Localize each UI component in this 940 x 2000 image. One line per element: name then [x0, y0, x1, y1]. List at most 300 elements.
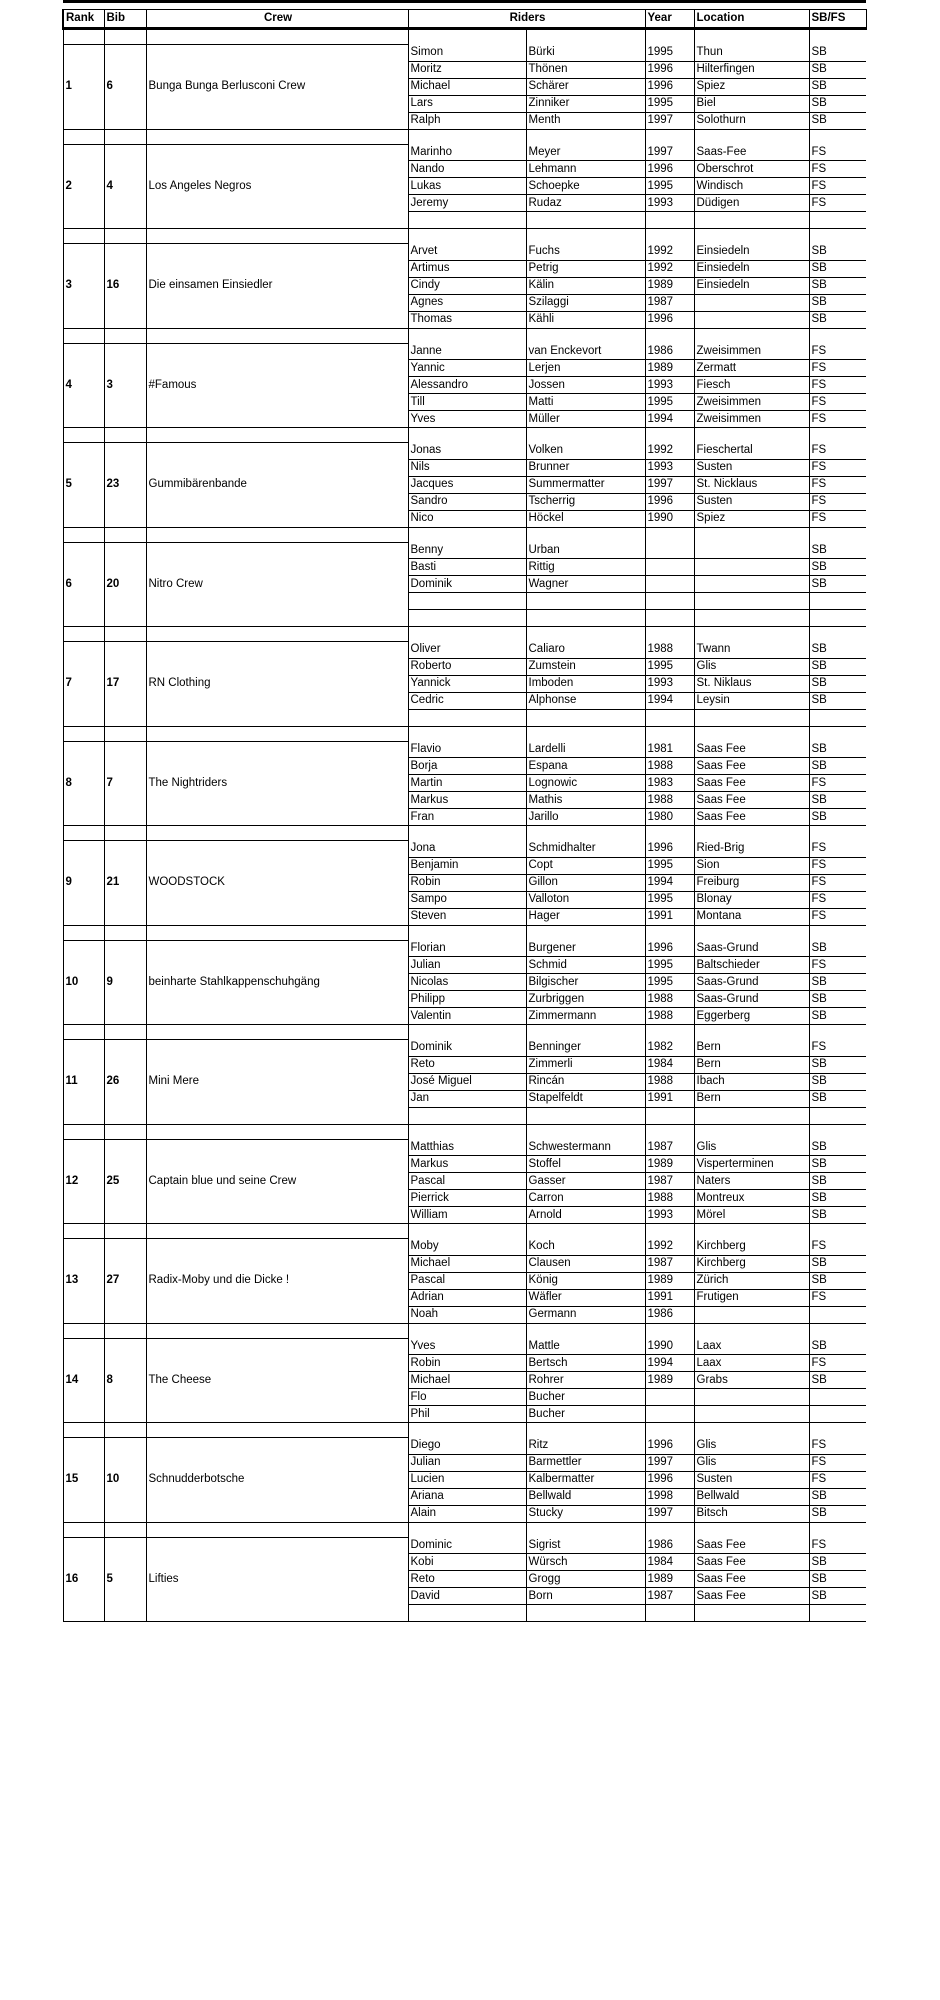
rider-location[interactable]: Susten	[694, 493, 809, 510]
rider-first[interactable]: Nicolas	[408, 974, 526, 991]
rider-first[interactable]: Yannick	[408, 675, 526, 692]
rider-location[interactable]: Susten	[694, 1471, 809, 1488]
rider-location[interactable]	[694, 1306, 809, 1323]
rider-last[interactable]: Lerjen	[526, 360, 645, 377]
rider-location[interactable]: Freiburg	[694, 874, 809, 891]
rider-type[interactable]: SB	[809, 45, 866, 62]
rider-location[interactable]	[694, 593, 809, 610]
rider-last[interactable]: Zinniker	[526, 95, 645, 112]
rider-last[interactable]: Stapelfeldt	[526, 1090, 645, 1107]
rider-type[interactable]: FS	[809, 891, 866, 908]
rider-type[interactable]: SB	[809, 1190, 866, 1207]
rider-last[interactable]: Copt	[526, 857, 645, 874]
rider-last[interactable]: Zimmerli	[526, 1056, 645, 1073]
rider-last[interactable]: Lognowic	[526, 775, 645, 792]
rider-last[interactable]: Rincán	[526, 1073, 645, 1090]
rider-year[interactable]: 1995	[645, 45, 694, 62]
rider-location[interactable]	[694, 212, 809, 229]
rider-type[interactable]: FS	[809, 1239, 866, 1256]
rider-first[interactable]: Pascal	[408, 1272, 526, 1289]
rider-location[interactable]	[694, 610, 809, 627]
rider-year[interactable]: 1994	[645, 1355, 694, 1372]
rider-year[interactable]: 1986	[645, 343, 694, 360]
rider-first[interactable]: Flavio	[408, 741, 526, 758]
rider-last[interactable]: Grogg	[526, 1571, 645, 1588]
rider-last[interactable]: Hager	[526, 908, 645, 925]
rider-year[interactable]: 1995	[645, 95, 694, 112]
rider-type[interactable]: SB	[809, 758, 866, 775]
rider-type[interactable]: SB	[809, 658, 866, 675]
rider-year[interactable]: 1993	[645, 1207, 694, 1224]
rider-location[interactable]: Leysin	[694, 692, 809, 709]
rider-location[interactable]: Oberschrot	[694, 161, 809, 178]
rider-year[interactable]: 1988	[645, 642, 694, 659]
rider-year[interactable]	[645, 212, 694, 229]
rider-year[interactable]	[645, 576, 694, 593]
rider-last[interactable]: Müller	[526, 411, 645, 428]
header-type[interactable]: SB/FS	[809, 10, 866, 29]
rider-first[interactable]	[408, 1107, 526, 1124]
rider-type[interactable]	[809, 1306, 866, 1323]
rider-first[interactable]: David	[408, 1588, 526, 1605]
rider-type[interactable]: FS	[809, 476, 866, 493]
rider-year[interactable]: 1991	[645, 908, 694, 925]
crew-rank[interactable]: 15	[63, 1438, 104, 1523]
rider-first[interactable]: Roberto	[408, 658, 526, 675]
rider-last[interactable]: Bellwald	[526, 1488, 645, 1505]
rider-year[interactable]: 1997	[645, 1454, 694, 1471]
crew-bib[interactable]: 5	[104, 1537, 146, 1622]
rider-type[interactable]: FS	[809, 394, 866, 411]
rider-type[interactable]: FS	[809, 443, 866, 460]
rider-location[interactable]: Bern	[694, 1040, 809, 1057]
crew-rank[interactable]: 8	[63, 741, 104, 826]
rider-first[interactable]: Moritz	[408, 61, 526, 78]
header-crew[interactable]: Crew	[146, 10, 408, 29]
rider-type[interactable]: SB	[809, 1073, 866, 1090]
rider-type[interactable]: SB	[809, 112, 866, 129]
rider-type[interactable]: FS	[809, 377, 866, 394]
rider-year[interactable]: 1997	[645, 112, 694, 129]
rider-type[interactable]: SB	[809, 277, 866, 294]
rider-type[interactable]: SB	[809, 1372, 866, 1389]
rider-first[interactable]: Yves	[408, 1338, 526, 1355]
rider-year[interactable]: 1993	[645, 675, 694, 692]
rider-location[interactable]: Montana	[694, 908, 809, 925]
rider-type[interactable]: SB	[809, 741, 866, 758]
rider-last[interactable]: Germann	[526, 1306, 645, 1323]
rider-location[interactable]: Düdigen	[694, 195, 809, 212]
rider-first[interactable]: Matthias	[408, 1139, 526, 1156]
rider-location[interactable]: Montreux	[694, 1190, 809, 1207]
rider-last[interactable]: Caliaro	[526, 642, 645, 659]
rider-first[interactable]: Michael	[408, 78, 526, 95]
rider-year[interactable]: 1992	[645, 260, 694, 277]
rider-first[interactable]: Borja	[408, 758, 526, 775]
rider-last[interactable]: Gasser	[526, 1173, 645, 1190]
header-bib[interactable]: Bib	[104, 10, 146, 29]
rider-year[interactable]: 1989	[645, 1156, 694, 1173]
rider-year[interactable]: 1987	[645, 1588, 694, 1605]
rider-type[interactable]: SB	[809, 692, 866, 709]
rider-last[interactable]: Bilgischer	[526, 974, 645, 991]
rider-type[interactable]: FS	[809, 1537, 866, 1554]
rider-year[interactable]: 1988	[645, 991, 694, 1008]
rider-location[interactable]	[694, 311, 809, 328]
rider-last[interactable]: Schärer	[526, 78, 645, 95]
rider-first[interactable]: Ariana	[408, 1488, 526, 1505]
rider-year[interactable]: 1991	[645, 1289, 694, 1306]
rider-year[interactable]	[645, 542, 694, 559]
rider-location[interactable]	[694, 559, 809, 576]
crew-rank[interactable]: 6	[63, 542, 104, 627]
rider-first[interactable]: Reto	[408, 1056, 526, 1073]
rider-last[interactable]: Ritz	[526, 1438, 645, 1455]
crew-bib[interactable]: 7	[104, 741, 146, 826]
rider-location[interactable]: Bitsch	[694, 1505, 809, 1522]
crew-rank[interactable]: 7	[63, 642, 104, 727]
rider-location[interactable]: Saas Fee	[694, 1571, 809, 1588]
rider-last[interactable]	[526, 610, 645, 627]
rider-year[interactable]: 1993	[645, 459, 694, 476]
rider-last[interactable]	[526, 212, 645, 229]
rider-last[interactable]: Würsch	[526, 1554, 645, 1571]
rider-type[interactable]: FS	[809, 343, 866, 360]
rider-location[interactable]: Saas Fee	[694, 809, 809, 826]
rider-type[interactable]: SB	[809, 1173, 866, 1190]
rider-year[interactable]: 1986	[645, 1537, 694, 1554]
rider-year[interactable]: 1995	[645, 394, 694, 411]
rider-type[interactable]: SB	[809, 1139, 866, 1156]
rider-location[interactable]: Biel	[694, 95, 809, 112]
rider-first[interactable]: Basti	[408, 559, 526, 576]
crew-name[interactable]: Die einsamen Einsiedler	[146, 244, 408, 329]
crew-bib[interactable]: 20	[104, 542, 146, 627]
rider-location[interactable]: Ried-Brig	[694, 841, 809, 858]
rider-location[interactable]: Saas Fee	[694, 1588, 809, 1605]
rider-year[interactable]	[645, 1107, 694, 1124]
rider-type[interactable]: SB	[809, 940, 866, 957]
rider-type[interactable]: SB	[809, 576, 866, 593]
rider-year[interactable]	[645, 709, 694, 726]
rider-type[interactable]: FS	[809, 1355, 866, 1372]
rider-year[interactable]: 1996	[645, 493, 694, 510]
crew-bib[interactable]: 25	[104, 1139, 146, 1224]
rider-last[interactable]: Valloton	[526, 891, 645, 908]
rider-type[interactable]: FS	[809, 841, 866, 858]
rider-first[interactable]: Alain	[408, 1505, 526, 1522]
rider-last[interactable]: Sigrist	[526, 1537, 645, 1554]
crew-rank[interactable]: 12	[63, 1139, 104, 1224]
rider-year[interactable]: 1996	[645, 1438, 694, 1455]
rider-location[interactable]: Eggerberg	[694, 1008, 809, 1025]
rider-last[interactable]	[526, 709, 645, 726]
rider-last[interactable]: Bucher	[526, 1389, 645, 1406]
crew-rank[interactable]: 4	[63, 343, 104, 428]
rider-type[interactable]: FS	[809, 957, 866, 974]
rider-first[interactable]: Jan	[408, 1090, 526, 1107]
rider-first[interactable]: Pierrick	[408, 1190, 526, 1207]
rider-location[interactable]: Glis	[694, 658, 809, 675]
rider-type[interactable]: FS	[809, 493, 866, 510]
rider-type[interactable]: SB	[809, 974, 866, 991]
rider-year[interactable]	[645, 610, 694, 627]
rider-location[interactable]: Saas-Grund	[694, 940, 809, 957]
rider-last[interactable]: Kähli	[526, 311, 645, 328]
rider-first[interactable]: Adrian	[408, 1289, 526, 1306]
rider-location[interactable]: Saas Fee	[694, 741, 809, 758]
rider-last[interactable]: Bucher	[526, 1406, 645, 1423]
rider-location[interactable]: Susten	[694, 459, 809, 476]
rider-year[interactable]: 1989	[645, 1272, 694, 1289]
rider-first[interactable]: Thomas	[408, 311, 526, 328]
rider-first[interactable]: Oliver	[408, 642, 526, 659]
rider-year[interactable]: 1989	[645, 1372, 694, 1389]
rider-year[interactable]: 1996	[645, 1471, 694, 1488]
rider-year[interactable]: 1989	[645, 1571, 694, 1588]
header-riders[interactable]: Riders	[408, 10, 645, 29]
rider-location[interactable]: Baltschieder	[694, 957, 809, 974]
rider-last[interactable]: Rittig	[526, 559, 645, 576]
rider-type[interactable]: SB	[809, 1056, 866, 1073]
rider-location[interactable]: Bellwald	[694, 1488, 809, 1505]
rider-first[interactable]: Noah	[408, 1306, 526, 1323]
rider-year[interactable]	[645, 593, 694, 610]
rider-type[interactable]: SB	[809, 1272, 866, 1289]
rider-type[interactable]: FS	[809, 1040, 866, 1057]
rider-first[interactable]: Phil	[408, 1406, 526, 1423]
rider-type[interactable]: SB	[809, 260, 866, 277]
rider-location[interactable]: Zürich	[694, 1272, 809, 1289]
rider-location[interactable]: Hilterfingen	[694, 61, 809, 78]
rider-first[interactable]: Robin	[408, 1355, 526, 1372]
rider-year[interactable]	[645, 1406, 694, 1423]
rider-last[interactable]: Carron	[526, 1190, 645, 1207]
rider-year[interactable]: 1992	[645, 244, 694, 261]
rider-last[interactable]: Schmidhalter	[526, 841, 645, 858]
rider-year[interactable]: 1991	[645, 1090, 694, 1107]
rider-type[interactable]: FS	[809, 144, 866, 161]
rider-type[interactable]: SB	[809, 1207, 866, 1224]
rider-location[interactable]: Kirchberg	[694, 1239, 809, 1256]
rider-first[interactable]: Janne	[408, 343, 526, 360]
rider-last[interactable]: Lardelli	[526, 741, 645, 758]
rider-year[interactable]: 1994	[645, 874, 694, 891]
rider-location[interactable]: Einsiedeln	[694, 244, 809, 261]
rider-type[interactable]	[809, 593, 866, 610]
rider-year[interactable]: 1993	[645, 195, 694, 212]
rider-last[interactable]: Lehmann	[526, 161, 645, 178]
rider-first[interactable]: Ralph	[408, 112, 526, 129]
rider-location[interactable]: Saas Fee	[694, 758, 809, 775]
rider-last[interactable]: Volken	[526, 443, 645, 460]
rider-last[interactable]: Kalbermatter	[526, 1471, 645, 1488]
rider-location[interactable]: Zermatt	[694, 360, 809, 377]
rider-type[interactable]	[809, 1406, 866, 1423]
rider-first[interactable]: Nils	[408, 459, 526, 476]
rider-year[interactable]: 1980	[645, 809, 694, 826]
rider-first[interactable]: Yannic	[408, 360, 526, 377]
crew-rank[interactable]: 1	[63, 45, 104, 130]
rider-year[interactable]: 1984	[645, 1554, 694, 1571]
crew-bib[interactable]: 17	[104, 642, 146, 727]
rider-type[interactable]: FS	[809, 1471, 866, 1488]
rider-last[interactable]: Burgener	[526, 940, 645, 957]
rider-last[interactable]: Imboden	[526, 675, 645, 692]
rider-last[interactable]: Mattle	[526, 1338, 645, 1355]
crew-rank[interactable]: 10	[63, 940, 104, 1025]
rider-first[interactable]: Dominik	[408, 576, 526, 593]
rider-type[interactable]: FS	[809, 874, 866, 891]
rider-last[interactable]: Brunner	[526, 459, 645, 476]
crew-name[interactable]: Radix-Moby und die Dicke !	[146, 1239, 408, 1324]
rider-year[interactable]: 1996	[645, 311, 694, 328]
rider-type[interactable]: FS	[809, 195, 866, 212]
rider-year[interactable]: 1996	[645, 61, 694, 78]
crew-bib[interactable]: 3	[104, 343, 146, 428]
rider-location[interactable]: Fieschertal	[694, 443, 809, 460]
rider-type[interactable]: FS	[809, 908, 866, 925]
rider-type[interactable]: SB	[809, 675, 866, 692]
rider-first[interactable]: Sandro	[408, 493, 526, 510]
rider-year[interactable]	[645, 559, 694, 576]
rider-type[interactable]: SB	[809, 792, 866, 809]
rider-year[interactable]: 1996	[645, 78, 694, 95]
rider-first[interactable]: Jona	[408, 841, 526, 858]
rider-year[interactable]	[645, 1605, 694, 1622]
rider-location[interactable]	[694, 1107, 809, 1124]
crew-rank[interactable]: 14	[63, 1338, 104, 1423]
rider-type[interactable]: SB	[809, 1588, 866, 1605]
rider-last[interactable]: König	[526, 1272, 645, 1289]
rider-type[interactable]: SB	[809, 1255, 866, 1272]
rider-location[interactable]: St. Nicklaus	[694, 476, 809, 493]
rider-location[interactable]: Mörel	[694, 1207, 809, 1224]
crew-bib[interactable]: 26	[104, 1040, 146, 1125]
rider-first[interactable]: Moby	[408, 1239, 526, 1256]
rider-last[interactable]: Gillon	[526, 874, 645, 891]
crew-rank[interactable]: 13	[63, 1239, 104, 1324]
rider-year[interactable]: 1987	[645, 1255, 694, 1272]
rider-year[interactable]: 1996	[645, 841, 694, 858]
rider-type[interactable]: FS	[809, 459, 866, 476]
rider-year[interactable]: 1988	[645, 1073, 694, 1090]
rider-last[interactable]: Jarillo	[526, 809, 645, 826]
rider-location[interactable]: Sion	[694, 857, 809, 874]
rider-last[interactable]: Schwestermann	[526, 1139, 645, 1156]
rider-location[interactable]: Bern	[694, 1090, 809, 1107]
rider-location[interactable]	[694, 1406, 809, 1423]
rider-location[interactable]: St. Niklaus	[694, 675, 809, 692]
rider-last[interactable]: Clausen	[526, 1255, 645, 1272]
rider-location[interactable]: Twann	[694, 642, 809, 659]
rider-first[interactable]: Dominic	[408, 1537, 526, 1554]
rider-type[interactable]: SB	[809, 1505, 866, 1522]
rider-first[interactable]: Martin	[408, 775, 526, 792]
rider-type[interactable]: SB	[809, 294, 866, 311]
rider-last[interactable]: Wagner	[526, 576, 645, 593]
rider-first[interactable]: Cedric	[408, 692, 526, 709]
rider-first[interactable]: José Miguel	[408, 1073, 526, 1090]
rider-location[interactable]: Saas Fee	[694, 1537, 809, 1554]
rider-first[interactable]: Diego	[408, 1438, 526, 1455]
rider-last[interactable]: Bürki	[526, 45, 645, 62]
rider-location[interactable]: Saas Fee	[694, 775, 809, 792]
rider-first[interactable]: Nando	[408, 161, 526, 178]
rider-first[interactable]: Fran	[408, 809, 526, 826]
rider-year[interactable]: 1987	[645, 1139, 694, 1156]
rider-year[interactable]: 1992	[645, 443, 694, 460]
rider-first[interactable]: Julian	[408, 1454, 526, 1471]
rider-type[interactable]: SB	[809, 542, 866, 559]
crew-bib[interactable]: 27	[104, 1239, 146, 1324]
rider-first[interactable]: Florian	[408, 940, 526, 957]
rider-year[interactable]: 1995	[645, 658, 694, 675]
rider-type[interactable]	[809, 1389, 866, 1406]
rider-year[interactable]: 1996	[645, 161, 694, 178]
rider-location[interactable]	[694, 709, 809, 726]
rider-location[interactable]: Naters	[694, 1173, 809, 1190]
crew-name[interactable]: The Cheese	[146, 1338, 408, 1423]
rider-location[interactable]	[694, 1389, 809, 1406]
rider-last[interactable]: Born	[526, 1588, 645, 1605]
rider-first[interactable]: Cindy	[408, 277, 526, 294]
rider-last[interactable]: Koch	[526, 1239, 645, 1256]
rider-type[interactable]	[809, 610, 866, 627]
rider-first[interactable]: Benjamin	[408, 857, 526, 874]
rider-type[interactable]: FS	[809, 1454, 866, 1471]
rider-last[interactable]	[526, 1107, 645, 1124]
rider-last[interactable]	[526, 1605, 645, 1622]
rider-type[interactable]: SB	[809, 61, 866, 78]
rider-last[interactable]: Benninger	[526, 1040, 645, 1057]
rider-type[interactable]: SB	[809, 559, 866, 576]
rider-first[interactable]: Michael	[408, 1372, 526, 1389]
rider-first[interactable]: Arvet	[408, 244, 526, 261]
rider-location[interactable]: Spiez	[694, 510, 809, 527]
rider-location[interactable]: Spiez	[694, 78, 809, 95]
rider-year[interactable]: 1996	[645, 940, 694, 957]
rider-year[interactable]: 1983	[645, 775, 694, 792]
rider-last[interactable]: Mathis	[526, 792, 645, 809]
rider-location[interactable]: Ibach	[694, 1073, 809, 1090]
rider-year[interactable]: 1990	[645, 510, 694, 527]
rider-year[interactable]: 1997	[645, 144, 694, 161]
rider-location[interactable]	[694, 576, 809, 593]
rider-type[interactable]: SB	[809, 1090, 866, 1107]
crew-name[interactable]: Nitro Crew	[146, 542, 408, 627]
rider-last[interactable]: Zumstein	[526, 658, 645, 675]
rider-first[interactable]: Alessandro	[408, 377, 526, 394]
crew-name[interactable]: Gummibärenbande	[146, 443, 408, 528]
rider-location[interactable]: Einsiedeln	[694, 260, 809, 277]
rider-first[interactable]: Markus	[408, 1156, 526, 1173]
rider-first[interactable]: William	[408, 1207, 526, 1224]
rider-last[interactable]: Barmettler	[526, 1454, 645, 1471]
rider-first[interactable]: Dominik	[408, 1040, 526, 1057]
rider-first[interactable]: Benny	[408, 542, 526, 559]
rider-location[interactable]: Blonay	[694, 891, 809, 908]
rider-year[interactable]: 1984	[645, 1056, 694, 1073]
rider-year[interactable]: 1982	[645, 1040, 694, 1057]
rider-type[interactable]: FS	[809, 360, 866, 377]
rider-year[interactable]: 1994	[645, 692, 694, 709]
rider-year[interactable]: 1992	[645, 1239, 694, 1256]
rider-location[interactable]: Thun	[694, 45, 809, 62]
crew-rank[interactable]: 16	[63, 1537, 104, 1622]
rider-type[interactable]: FS	[809, 775, 866, 792]
rider-type[interactable]: SB	[809, 1554, 866, 1571]
